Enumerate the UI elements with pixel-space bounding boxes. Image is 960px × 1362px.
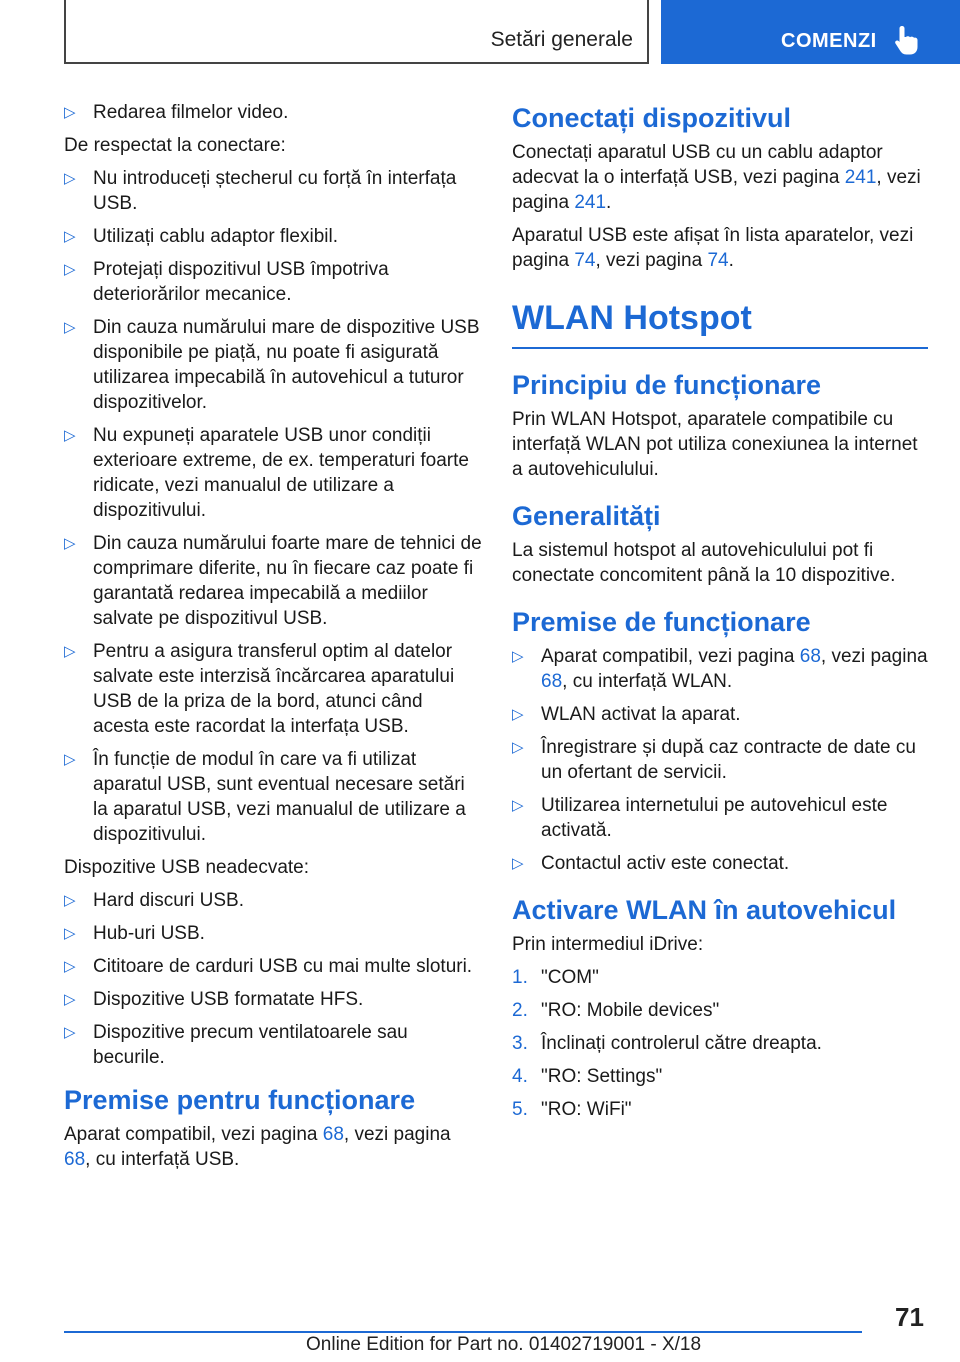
principle-heading: Principiu de funcționare — [512, 370, 822, 400]
edition-footer: Online Edition for Part no. 01402719001 - X/18 — [306, 1334, 702, 1355]
page-link-68[interactable]: 68 — [799, 646, 821, 667]
prerequisites-heading: Premise pentru funcționare — [64, 1085, 416, 1115]
list-item: ▷ Aparat compatibil, vezi pagina 68, vezi pagina 68, cu interfață WLAN. — [512, 646, 928, 692]
bullet-triangle-icon: ▷ — [64, 958, 76, 975]
page-link-241[interactable]: 241 — [844, 167, 877, 188]
activate-wlan-heading: Activare WLAN în autovehicul — [512, 895, 897, 925]
bullet-triangle-icon: ▷ — [512, 648, 524, 665]
page-link-74[interactable]: 74 — [707, 250, 729, 271]
list-item: ▷ Din cauza numărului mare de dispozitive USB disponibile pe piață, nu poate fi asigurată utilizarea impecabilă în autovehicul a tuturor dispozitivelor. — [64, 317, 480, 413]
list-item: ▷ WLAN activat la aparat. — [512, 704, 741, 725]
step-number: 3. — [512, 1033, 528, 1054]
bullet-triangle-icon: ▷ — [512, 739, 524, 756]
right-column — [512, 100, 928, 1130]
wlan-hotspot-heading: WLAN Hotspot — [512, 297, 928, 349]
list-item: ▷ Pentru a asigura transferul optim al datelor salvate este interzisă încărcarea aparatului USB de la priza de la bord, atunci când acesta este racordat la interfața USB. — [64, 641, 455, 737]
page-link-68[interactable]: 68 — [322, 1124, 344, 1145]
list-item: ▷ Hard discuri USB. — [64, 890, 244, 911]
chapter-tab[interactable] — [661, 0, 960, 64]
page-link-68[interactable]: 68 — [541, 671, 563, 692]
bullet-triangle-icon: ▷ — [64, 1024, 76, 1041]
page-link-74[interactable]: 74 — [574, 250, 596, 271]
general-text: La sistemul hotspot al autovehiculului pot fi conectate concomitent până la 10 dispozitive. — [512, 540, 896, 586]
prerequisites-text: Aparat compatibil, vezi pagina 68, vezi pagina 68, cu interfață USB. — [64, 1124, 451, 1170]
activation-steps-list — [512, 965, 928, 1122]
bullet-triangle-icon: ▷ — [64, 643, 76, 660]
list-item: ▷ Hub-uri USB. — [64, 923, 205, 944]
bullet-triangle-icon: ▷ — [512, 706, 524, 723]
device-shown-text: Aparatul USB este afișat în lista aparatelor, vezi pagina 74, vezi pagina 74. — [512, 225, 914, 271]
list-item: 1. "COM" — [512, 967, 599, 988]
connect-device-heading: Conectați dispozitivul — [512, 103, 792, 133]
step-number: 2. — [512, 1000, 528, 1021]
page-link-241[interactable]: 241 — [574, 192, 607, 213]
list-item: ▷ Utilizarea internetului pe autovehicul este activată. — [512, 795, 888, 841]
section-title: Setări generale — [490, 28, 633, 51]
bullet-triangle-icon: ▷ — [64, 892, 76, 909]
step-number: 4. — [512, 1066, 528, 1087]
list-item: 5. "RO: WiFi" — [512, 1099, 632, 1120]
bullet-triangle-icon: ▷ — [64, 925, 76, 942]
list-item: ▷ Înregistrare și după caz contracte de date cu un ofertant de servicii. — [512, 737, 916, 783]
page-number: 71 — [895, 1302, 924, 1332]
list-item: ▷ Redarea filmelor video. — [64, 102, 289, 123]
page-link-68[interactable]: 68 — [64, 1149, 86, 1170]
hand-pointer-icon — [893, 24, 919, 56]
step-number: 1. — [512, 967, 528, 988]
list-item: ▷ Dispozitive USB formatate HFS. — [64, 989, 364, 1010]
list-item: ▷ Dispozitive precum ventilatoarele sau becurile. — [64, 1022, 408, 1068]
header-section-box — [64, 0, 649, 64]
list-item: 4. "RO: Settings" — [512, 1066, 663, 1087]
bullet-triangle-icon: ▷ — [64, 228, 76, 245]
bullet-triangle-icon: ▷ — [64, 104, 76, 121]
connection-intro: De respectat la conectare: — [64, 135, 286, 156]
list-item: ▷ Utilizați cablu adaptor flexibil. — [64, 226, 339, 247]
unsuitable-intro: Dispozitive USB neadecvate: — [64, 857, 310, 878]
principle-text: Prin WLAN Hotspot, aparatele compatibile cu interfață WLAN pot utiliza conexiunea la internet a autovehiculului. — [512, 409, 918, 480]
bullet-triangle-icon: ▷ — [64, 319, 76, 336]
list-item: ▷ Nu expuneți aparatele USB unor condiții exterioare extreme, de ex. temperaturi foarte ridicate, vezi manualul de utilizare a dispozitivului. — [64, 425, 469, 521]
list-item: 3. Înclinați controlerul către dreapta. — [512, 1033, 822, 1054]
premise-heading: Premise de funcționare — [512, 607, 811, 637]
premise-list — [512, 644, 928, 876]
list-item: ▷ Protejați dispozitivul USB împotriva deteriorărilor mecanice. — [64, 259, 389, 305]
media-list — [64, 100, 482, 125]
bullet-triangle-icon: ▷ — [64, 261, 76, 278]
bullet-triangle-icon: ▷ — [64, 170, 76, 187]
list-item: ▷ Cititoare de carduri USB cu mai multe sloturi. — [64, 956, 473, 977]
list-item: 2. "RO: Mobile devices" — [512, 1000, 720, 1021]
connection-notes-list — [64, 166, 482, 847]
list-item: ▷ Nu introduceți ștecherul cu forță în interfața USB. — [64, 168, 457, 214]
footer-divider — [64, 1331, 862, 1333]
list-item: ▷ Din cauza numărului foarte mare de tehnici de comprimare diferite, nu în fiecare caz poate fi garantată redarea impecabilă a mediilor salvate pe dispozitivul USB. — [64, 533, 482, 629]
bullet-triangle-icon: ▷ — [64, 751, 76, 768]
list-item: ▷ Contactul activ este conectat. — [512, 853, 790, 874]
step-number: 5. — [512, 1099, 528, 1120]
bullet-triangle-icon: ▷ — [512, 797, 524, 814]
activate-intro: Prin intermediul iDrive: — [512, 934, 704, 955]
connect-text: Conectați aparatul USB cu un cablu adaptor adecvat la o interfață USB, vezi pagina 241, vezi pagina 241. — [512, 142, 921, 213]
bullet-triangle-icon: ▷ — [64, 991, 76, 1008]
list-item: ▷ În funcție de modul în care va fi utilizat aparatul USB, sunt eventual necesare setări la aparatul USB, vezi manualul de utilizare a dispozitivului. — [64, 749, 466, 845]
bullet-triangle-icon: ▷ — [512, 855, 524, 872]
left-column — [64, 100, 482, 1180]
bullet-triangle-icon: ▷ — [64, 427, 76, 444]
chapter-label: COMENZI — [781, 30, 877, 52]
general-heading: Generalități — [512, 501, 661, 531]
bullet-triangle-icon: ▷ — [64, 535, 76, 552]
unsuitable-devices-list — [64, 888, 482, 1070]
